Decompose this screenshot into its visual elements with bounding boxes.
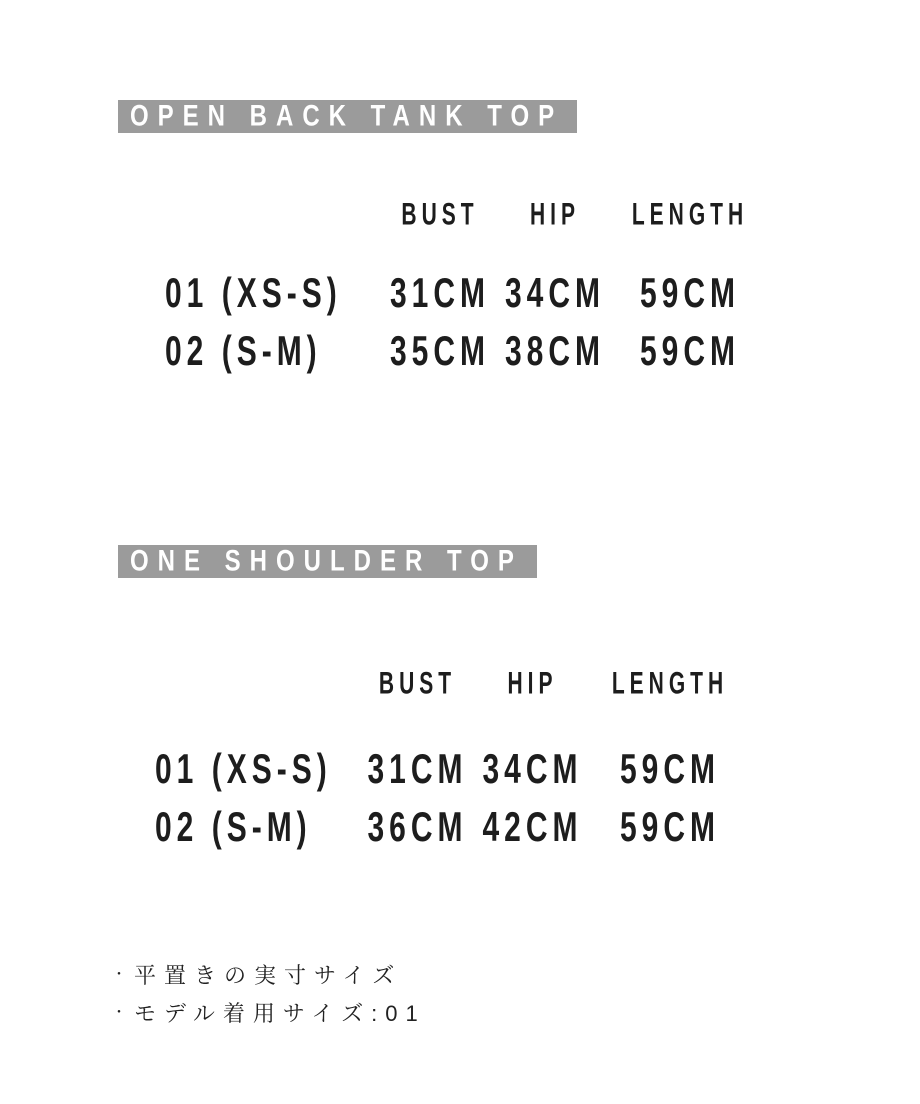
column-header-label: HIP: [507, 666, 558, 701]
hip-value: 42CM: [482, 804, 583, 851]
bust-value-cell: [385, 270, 495, 317]
size-label-cell: [155, 746, 365, 793]
column-header-label: LENGTH: [611, 666, 729, 701]
column-header-label: BUST: [401, 197, 479, 232]
section-banner-open-back-tank-top: [118, 100, 577, 133]
hip-value: 34CM: [482, 746, 583, 793]
column-header-label: BUST: [378, 666, 457, 701]
table-row: [165, 324, 765, 382]
section-title: ONE SHOULDER TOP: [130, 543, 523, 578]
length-value: 59CM: [619, 746, 721, 793]
size-label-cell: [165, 270, 385, 317]
bust-value: 31CM: [367, 746, 468, 793]
hip-value-cell: [495, 270, 615, 317]
bust-value-cell: [385, 328, 495, 375]
hip-value-cell: [470, 804, 595, 851]
size-label: 01 (XS-S): [165, 270, 342, 317]
size-label-cell: [155, 804, 365, 851]
column-header-label: HIP: [529, 197, 580, 232]
bust-value: 31CM: [389, 270, 491, 317]
section-title: OPEN BACK TANK TOP: [130, 98, 564, 133]
bust-value-cell: [365, 804, 470, 851]
hip-value-cell: [495, 328, 615, 375]
length-value-cell: [595, 804, 745, 851]
size-label-cell: [165, 328, 385, 375]
hip-value: 34CM: [504, 270, 606, 317]
size-label: 02 (S-M): [165, 328, 322, 375]
length-value-cell: [595, 746, 745, 793]
length-value: 59CM: [639, 270, 741, 317]
hip-value-cell: [470, 746, 595, 793]
note-text: 平置きの実寸サイズ: [134, 962, 403, 988]
size-label: 02 (S-M): [155, 804, 312, 851]
bust-value-cell: [365, 746, 470, 793]
column-header-label: LENGTH: [631, 197, 749, 232]
column-header-hip: [495, 197, 615, 232]
table-header-row: [155, 667, 745, 703]
bust-value: 35CM: [389, 328, 491, 375]
length-value: 59CM: [639, 328, 741, 375]
column-header-bust: [385, 197, 495, 232]
table-row: [155, 800, 745, 858]
footnotes: [112, 955, 426, 1031]
length-value-cell: [615, 328, 765, 375]
size-label: 01 (XS-S): [155, 746, 332, 793]
column-header-hip: [470, 666, 595, 701]
length-value: 59CM: [619, 804, 721, 851]
column-header-length: [615, 197, 765, 232]
bust-value: 36CM: [367, 804, 468, 851]
size-table-open-back-tank-top: [165, 198, 765, 382]
note-text: モデル着用サイズ:01: [134, 1000, 426, 1026]
size-table-one-shoulder-top: [155, 667, 745, 858]
column-header-bust: [365, 666, 470, 701]
table-header-row: [165, 198, 765, 234]
section-banner-one-shoulder-top: [118, 545, 537, 578]
note-flat-measurement: [112, 955, 426, 993]
bullet-icon: ・: [112, 966, 126, 982]
table-row: [155, 742, 745, 800]
hip-value: 38CM: [504, 328, 606, 375]
column-header-length: [595, 666, 745, 701]
table-row: [165, 266, 765, 324]
note-model-size: [112, 993, 426, 1031]
length-value-cell: [615, 270, 765, 317]
bullet-icon: ・: [112, 1004, 126, 1020]
